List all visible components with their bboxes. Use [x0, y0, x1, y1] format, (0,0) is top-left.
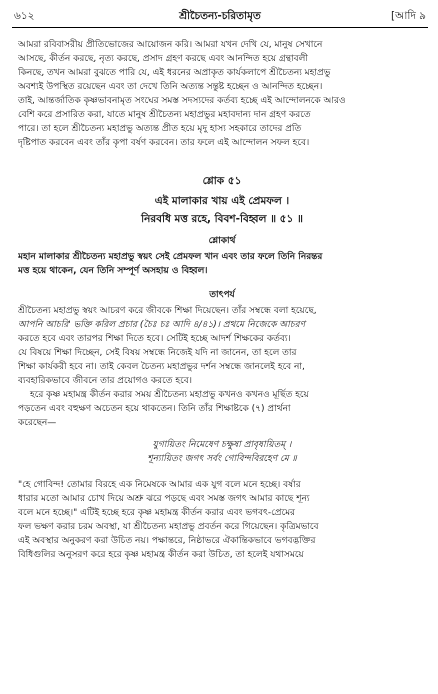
text-line: আমরা রবিবাসরীয় প্রীতিভোজের আয়োজন করি। আমরা যখন দেখি যে, মানুষ সেখানে: [18, 40, 323, 50]
verse-text: [18, 192, 426, 228]
verse-line-1: এই মালাকার খায় এই প্রেমফল ।: [154, 195, 290, 207]
chapter-reference: [আদি ৯: [390, 10, 426, 22]
text-line: কিনছে, তখন আমরা বুঝতে পারি যে, এই ধরনের অপ্রাকৃত কার্যকলাপে শ্রীচৈতন্য মহাপ্রভু: [18, 68, 331, 78]
text-line: ফল ভক্ষণ করার চরম অবস্থা, যা শ্রীচৈতন্য মহাপ্রভু প্রবর্তন করে গিয়েছেন। কৃত্রিমভাবে: [18, 522, 319, 532]
translation-heading: শ্লোকার্থ: [208, 236, 236, 246]
text-line: তাই, আন্তর্জাতিক কৃষ্ণভাবনামৃত সংঘের সমস্ত সদস্যদের কর্তব্য হচ্ছে এই আন্দোলনকে আরও: [18, 96, 346, 106]
text-line: যে বিষয়ে শিক্ষা দিচ্ছেন, সেই বিষয় সম্বন্ধে নিজেই যদি না জানেন, তা হলে তার: [18, 348, 297, 358]
text-line: আসছে, কীর্তন করছে, নৃত্য করছে, প্রসাদ গ্রহণ করছে এবং আনন্দিত হয়ে গ্রন্থাবলী: [18, 54, 308, 64]
purport-paragraph: [18, 304, 426, 430]
text-line: শিক্ষা কার্যকরী হবে না। তাই কেবল চৈতন্য মহাপ্রভুর দর্শন সম্বন্ধে জানলেই হবে না,: [18, 362, 305, 372]
text-line: বেশি করে প্রসারিত করা, যাতে মানুষ শ্রীচৈতন্য মহাপ্রভুর মহাবদান্য দান গ্রহণ করতে: [18, 110, 311, 120]
text-line: "হে গোবিন্দ! তোমার বিরহে এক নিমেষকে আমার এক যুগ বলে মনে হচ্ছে। বর্ষার: [18, 480, 301, 490]
text-line: শ্রীচৈতন্য মহাপ্রভু স্বয়ং আচরণ করে জীবকে শিক্ষা দিয়েছেন। তাঁর সম্বন্ধে বলা হয়েছে,: [18, 306, 317, 316]
quote-line: শূন্যায়িতং জগৎ সর্বং গোবিন্দবিরহেণ মে ॥: [147, 454, 297, 464]
page-number: ৬১২: [14, 10, 35, 22]
verse-line-2: নিরবধি মত্ত রহে, বিবশ-বিহ্বল ॥ ৫১ ॥: [141, 213, 303, 225]
text-line: ব্যবহারিকভাবে জীবনে তার প্রয়োগও করতে হবে।: [18, 376, 192, 386]
purport-heading: তাৎপর্য: [209, 290, 235, 300]
text-line: এই অবস্থার অনুকরণ করা উচিত নয়। পক্ষান্তরে, নিষ্ঠাভরে ঐকান্তিকভাবে ভগবদ্ভক্তির: [18, 536, 316, 546]
verse-heading: শ্লোক ৫১: [202, 175, 242, 187]
text-line: পড়তেন এবং বহুক্ষণ অচেতন হয়ে থাকতেন। তিনি তাঁর শিক্ষাষ্টকে (৭) প্রার্থনা: [18, 404, 291, 414]
text-line: করেছেন—: [18, 418, 57, 428]
translation-text: [18, 250, 426, 278]
text-line: দৃষ্টিপাত করবেন এবং তাঁর কৃপা বর্ষণ করবেন। তার ফলে এই আন্দোলন সফল হবে।: [18, 138, 310, 148]
sanskrit-quote: [18, 438, 426, 466]
text-line: অবশ্যই উপস্থিত রয়েছেন এবং তা দেখে তিনি অত্যন্ত সন্তুষ্ট হচ্ছেন ও আনন্দিত হচ্ছেন।: [18, 82, 323, 92]
text-line: বলে মনে হচ্ছে।" এটিই হচ্ছে হরে কৃষ্ণ মহামন্ত্র কীর্তন করার এবং ভগবৎ-প্রেমের: [18, 508, 296, 518]
text-line: মত্ত হয়ে থাকেন, যেন তিনি সম্পূর্ণ অসহায় ও বিহ্বল।: [18, 266, 208, 276]
text-line: বিধিগুলির অনুসরণ করে হরে কৃষ্ণ মহামন্ত্র কীর্তন করা উচিত, তা হলেই যথাসময়ে: [18, 550, 304, 560]
text-line: ধারার মতো আমার চোখ দিয়ে অশ্রু ঝরে পড়ছে এবং সমস্ত জগৎ আমার কাছে শূন্য: [18, 494, 310, 504]
text-line: হরে কৃষ্ণ মহামন্ত্র কীর্তন করার সময় শ্রীচৈতন্য মহাপ্রভু কখনও কখনও মূর্ছিত হয়ে: [30, 390, 309, 400]
text-line: আপনি আচরি' ভক্তি করিল প্রচার (চৈঃ চঃ আদি ৪/৪১)। প্রথমে নিজেকে আচরণ: [18, 320, 306, 330]
text-line: পারে। তা হলে শ্রীচৈতন্য মহাপ্রভু অত্যন্ত প্রীত হয়ে মৃদু হাস্য সহকারে তাদের প্রতি: [18, 124, 302, 134]
header-rule: [12, 27, 428, 28]
quote-line: যুগায়িতং নিমেষেণ চক্ষুষা প্রাবৃষায়িতম্ ।: [152, 440, 292, 450]
book-title: শ্রীচৈতন্য-চরিতামৃত: [179, 10, 261, 22]
purport-continuation: [18, 478, 426, 562]
running-header: [14, 9, 426, 25]
text-line: মহান মালাকার শ্রীচৈতন্য মহাপ্রভু স্বয়ং সেই প্রেমফল খান এবং তার ফলে তিনি নিরন্তর: [18, 252, 323, 262]
intro-paragraph: [18, 38, 426, 150]
text-line: করতে হবে এবং তারপর শিক্ষা দিতে হবে। সেটিই হচ্ছে আদর্শ শিক্ষকের কর্তব্য।: [18, 334, 291, 344]
